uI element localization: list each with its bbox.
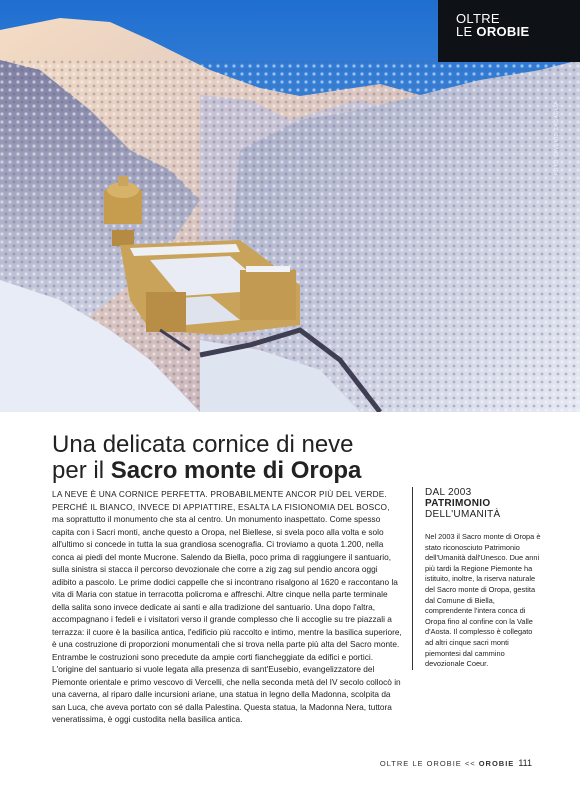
article-headline <box>52 432 412 484</box>
headline-line1: Una delicata cornice di neve <box>52 431 354 458</box>
footer-separator: << <box>461 759 479 768</box>
sidebar-box <box>412 487 542 670</box>
sidebar-body: Nel 2003 il Sacro monte di Oropa è stato riconosciuto Patrimonio dell'Umanità dall'Unesco. Due anni più tardi la Regione Piemonte ha istituito, inoltre, la riserva naturale del Sacro monte di Oropa, gestita dal Comune di Biella, comprendente l'intera conca di Oropa fino al confine con la Valle d'Aosta. Il complesso è collegato ad altri cinque sacri monti piemontesi dal cammino devozionale Coeur. <box>425 532 541 669</box>
headline-line2-prefix: per il <box>52 457 111 484</box>
sidebar-title-line1: PATRIMONIO <box>425 498 491 509</box>
badge-line2-bold: OROBIE <box>476 24 530 39</box>
article-text: soprattutto il monumento che sta al centro. Un monumento inaspettato. Come spesso capita con i Sacri monti, anche questo a Oropa, nel Biellese, si svela poco alla volta e solo all'ultimo si concede in tutta la sua grandiosa scenografia. Ci troviamo a quota 1.200, nella conca ai piedi del monte Mucrone. Salendo da Biella, poco prima di raggiungere il santuario, sulla sinistra si stacca il percorso devozionale che corre a zig zag sul pendio ancora oggi adibito a pascolo. Le prime dodici cappelle che si incontrano risalgono al 1620 e raccontano la vita di Maria con statue in terracotta policroma e affreschi. Altre cinque nella parte terminale della salita sono invece dedicate ai santi e alla tradizione del santuario. Una dopo l'altra, accompagnano i fedeli e i visitatori verso il grande complesso che li accoglie su tre piazzali a terrazza: il cuore è la basilica antica, l'edificio più raccolto e intimo, mentre la basilica superiore, è una costruzione di proporzioni monumentali che si trova nella parte più alta del Sacro monte. Entrambe le costruzioni sono precedute da ampie corti fiancheggiate da edifici e portici. L'origine del santuario si vuole legata alla presenza di sant'Eusebio, evangelizzatore del Piemonte orientale e primo vescovo di Vercelli, che nella seconda metà del IV secolo collocò in una caverna, al riparo dalle incursioni ariane, una statua in legno della Madonna, scolpita da san Luca, che aveva portato con sé dalla Palestina. Questa statua, la Madonna Nera, tuttora veneratissima, è oggi custodita nella basilica antica. <box>52 514 402 724</box>
badge-line2-prefix: LE <box>456 24 477 39</box>
page-footer <box>380 758 532 768</box>
photo-credit: FOTO SAVERIO ZAGAGLIA <box>554 101 560 175</box>
section-badge <box>438 0 580 62</box>
page-number: 111 <box>518 758 532 768</box>
article-lead: LA NEVE È UNA CORNICE PERFETTA. PROBABILMENTE ANCOR PIÙ DEL VERDE. PERCHÉ IL BIANCO, INVECE DI APPIATTIRE, ESALTA LA FISIONOMIA DEL BOSCO, ma <box>52 489 390 524</box>
badge-line2 <box>456 25 566 38</box>
headline-line2-bold: Sacro monte di Oropa <box>110 457 362 484</box>
sidebar-title-line2: DELL'UMANITÀ <box>425 509 501 520</box>
footer-section: OLTRE LE OROBIE <box>379 759 462 768</box>
badge-line1: OLTRE <box>456 11 500 26</box>
footer-brand: OROBIE <box>478 759 515 768</box>
article-body <box>52 488 402 726</box>
sidebar-year: DAL 2003 <box>425 487 472 498</box>
